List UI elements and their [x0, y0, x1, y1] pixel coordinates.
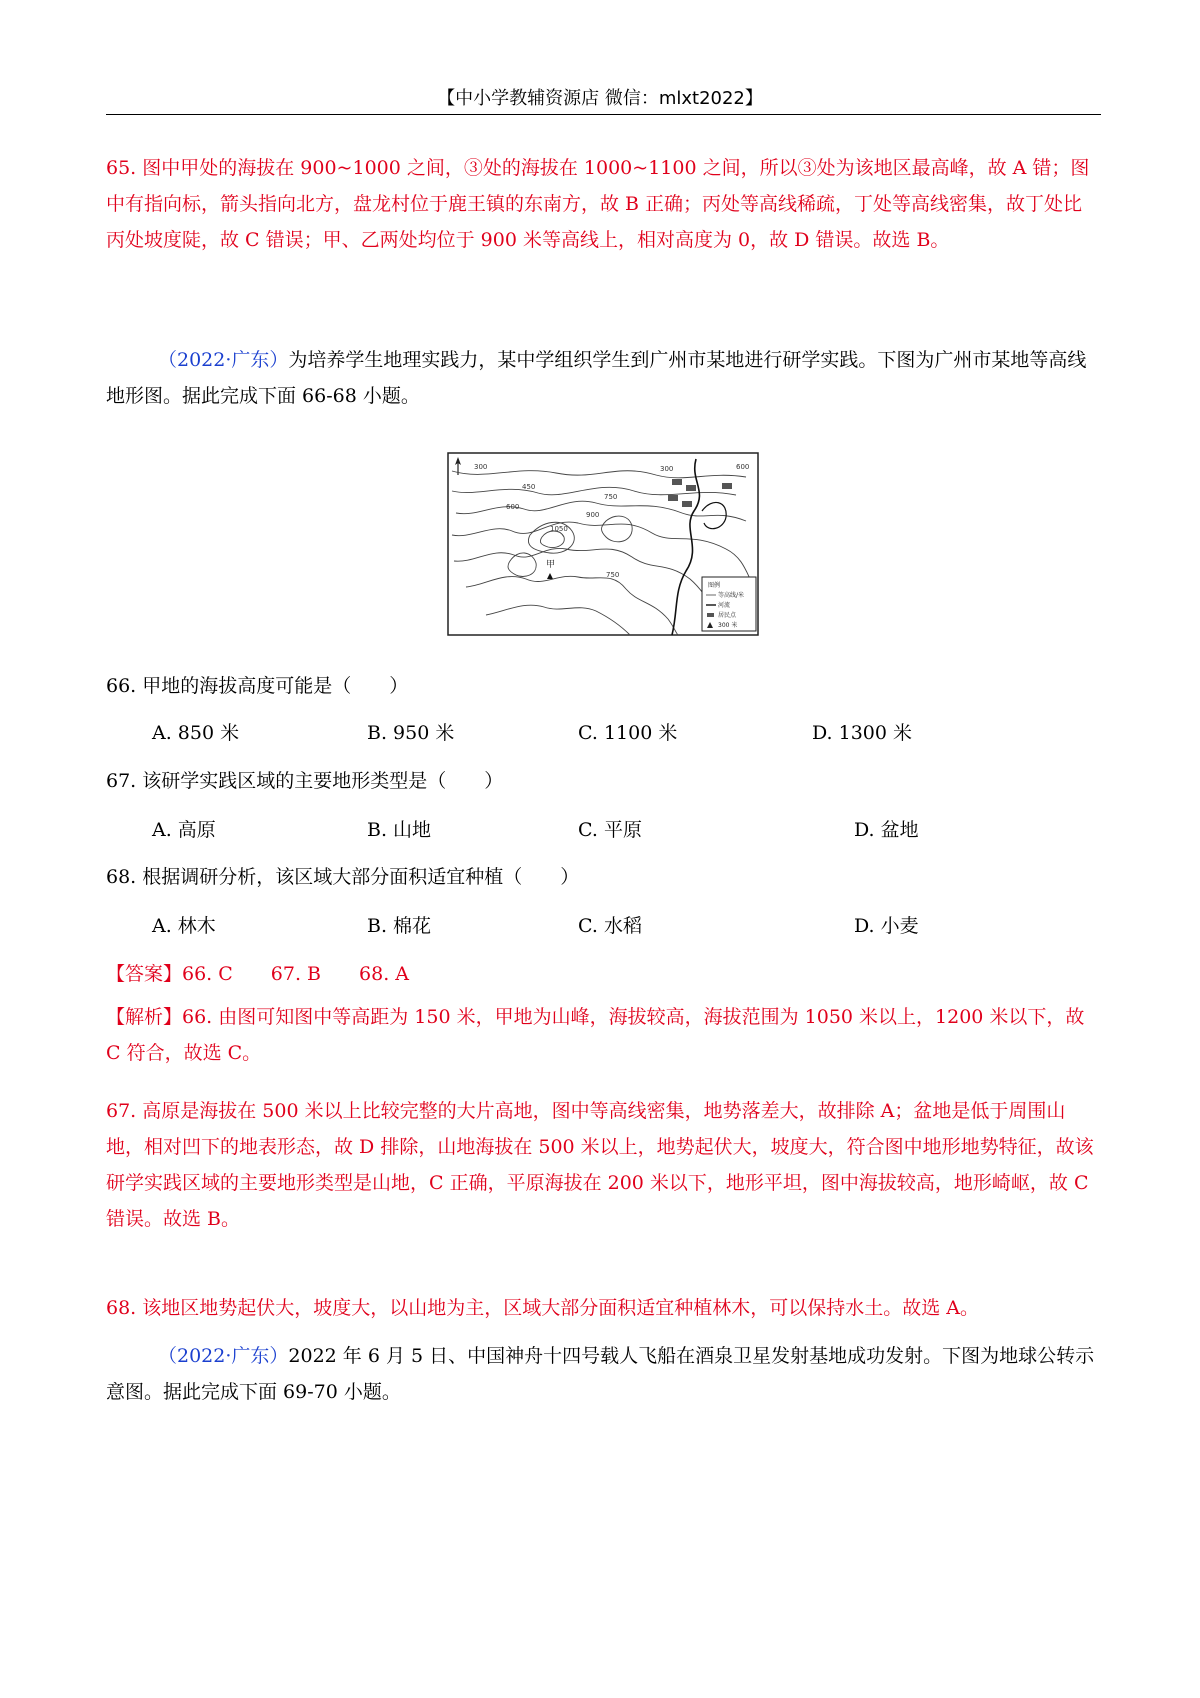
- q67-option-b: B. 山地: [367, 819, 432, 841]
- analysis-66: 【解析】66. 由图可知图中等高距为 150 米，甲地为山峰，海拔较高，海拔范围为 1050 米以上，1200 米以下，故 C 符合，故选 C。: [106, 1006, 1085, 1064]
- question-68: 68. 根据调研分析，该区域大部分面积适宜种植（ ）: [106, 866, 580, 888]
- legend-item: 300 米: [718, 622, 738, 629]
- q67-option-c: C. 平原: [578, 819, 642, 841]
- intro-66-68: [106, 342, 1101, 414]
- q67-option-d: D. 盆地: [854, 819, 919, 841]
- intro2-source: （2022·广东）: [158, 1345, 289, 1367]
- contour-label: 450: [522, 483, 536, 491]
- intro2-text: 2022 年 6 月 5 日、中国神舟十四号载人飞船在酒泉卫星发射基地成功发射。下图为地球公转示意图。据此完成下面 69-70 小题。: [106, 1345, 1095, 1403]
- legend-title: 图例: [708, 582, 721, 589]
- legend-item: 等高线/米: [718, 592, 745, 599]
- contour-label: 750: [606, 571, 620, 579]
- question-67: 67. 该研学实践区域的主要地形类型是（ ）: [106, 770, 504, 792]
- legend-item: 河流: [718, 602, 731, 609]
- contour-label: 1050: [550, 525, 568, 533]
- contour-label: 300: [474, 463, 488, 471]
- q68-option-a: A. 林木: [152, 915, 216, 937]
- contour-label: 600: [736, 463, 750, 471]
- contour-label: 600: [506, 503, 520, 511]
- peak-label: 甲: [546, 560, 556, 570]
- q67-option-a: A. 高原: [152, 819, 216, 841]
- contour-label: 900: [586, 511, 600, 519]
- q66-option-d: D. 1300 米: [812, 722, 913, 744]
- analysis-68: 68. 该地区地势起伏大，坡度大，以山地为主，区域大部分面积适宜种植林木，可以保持水土。故选 A。: [106, 1297, 980, 1319]
- q66-option-b: B. 950 米: [367, 722, 455, 744]
- contour-label: 300: [660, 465, 674, 473]
- contour-map: [446, 451, 760, 637]
- q68-option-d: D. 小麦: [854, 915, 919, 937]
- page-header: 【中小学教辅资源店 微信：mlxt2022】: [437, 88, 763, 109]
- q66-option-c: C. 1100 米: [578, 722, 678, 744]
- intro-69-70: [106, 1338, 1101, 1410]
- intro-text: 为培养学生地理实践力，某中学组织学生到广州市某地进行研学实践。下图为广州市某地等高线地形图。据此完成下面 66-68 小题。: [106, 349, 1087, 407]
- intro-source: （2022·广东）: [158, 349, 289, 371]
- map-legend: [702, 577, 756, 631]
- question-66: 66. 甲地的海拔高度可能是（ ）: [106, 675, 409, 697]
- analysis-65: 65. 图中甲处的海拔在 900~1000 之间，③处的海拔在 1000~1100 之间，所以③处为该地区最高峰，故 A 错；图中有指向标，箭头指向北方，盘龙村位于鹿王镇的东南方，故 B 正确；丙处等高线稀疏，丁处等高线密集，故丁处比丙处坡度陡，故 C 错误；甲、乙两处均位于 900 米等高线上，相对高度为 0，故 D 错误。故选 B。: [106, 157, 1090, 251]
- q66-option-a: A. 850 米: [152, 722, 240, 744]
- contour-label: 750: [604, 493, 618, 501]
- header-rule: [106, 114, 1101, 115]
- analysis-67: 67. 高原是海拔在 500 米以上比较完整的大片高地，图中等高线密集，地势落差大，故排除 A；盆地是低于周围山地，相对凹下的地表形态，故 D 排除，山地海拔在 500 米以上，地势起伏大，坡度大，符合图中地形地势特征，故该研学实践区域的主要地形类型是山地，C 正确，平原海拔在 200 米以下，地形平坦，图中海拔较高，地形崎岖，故 C 错误。故选 B。: [106, 1100, 1094, 1230]
- q68-option-b: B. 棉花: [367, 915, 432, 937]
- answer-key: 【答案】66. C 67. B 68. A: [106, 963, 409, 985]
- legend-item: 居民点: [718, 612, 737, 619]
- q68-option-c: C. 水稻: [578, 915, 642, 937]
